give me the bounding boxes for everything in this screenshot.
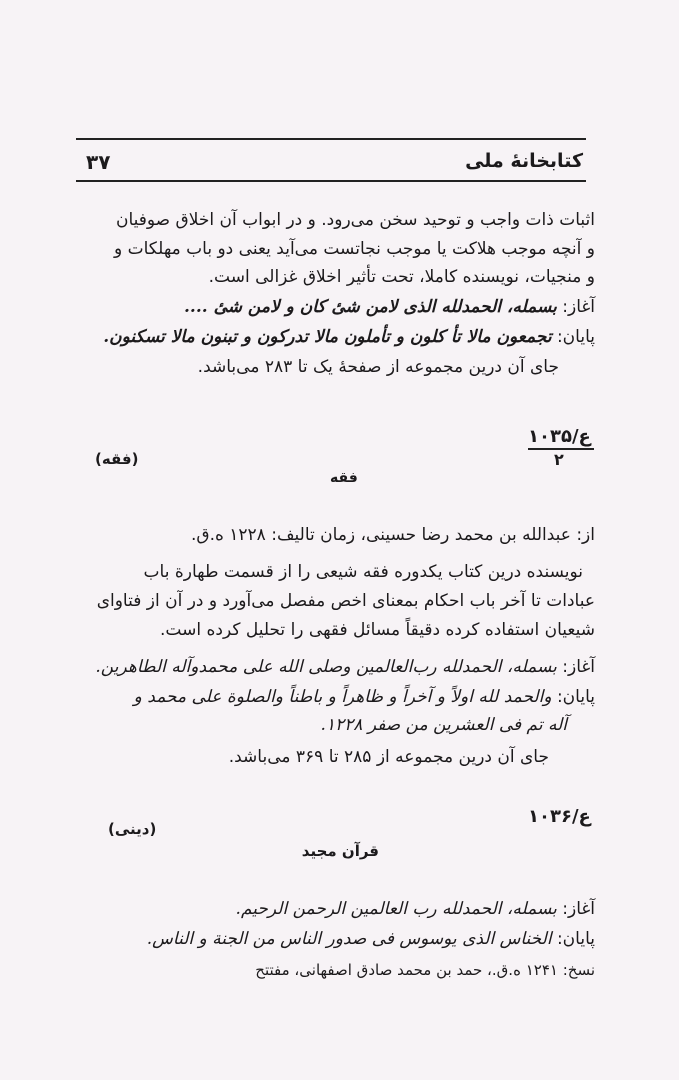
- entry-1-line-2: و آنچه موجب هلاکت یا موجب نجاتست می‌آید یعنی دو باب مهلکات و: [114, 239, 595, 259]
- entry-1-aghaz-label: آغاز:: [562, 297, 595, 317]
- entry-1-payan-label: پایان:: [556, 327, 595, 347]
- entry-2-payan: [134, 686, 595, 708]
- entry-2-location: جای آن درین مجموعه از ۲۸۵ تا ۳۶۹ می‌باشد.: [228, 747, 549, 767]
- entry-3-copy-line: نسخ: ۱۲۴۱ ه.ق.، حمد بن محمد صادق اصفهانی، مفتتح: [255, 961, 595, 979]
- entry-2-author: از: عبدالله بن محمد رضا حسینی، زمان تالیف: ۱۲۲۸ ه.ق.: [190, 525, 595, 545]
- entry-2-aghaz-text: بسمله، الحمدلله رب‌العالمین وصلی الله علی محمدوآله الطاهرین.: [95, 657, 557, 677]
- entry-1-aghaz: [184, 296, 595, 318]
- entry-2-number: ۱۰۳۵/ع: [528, 426, 591, 447]
- entry-2-payan-text: والحمد لله اولاً و آخراً و ظاهراً و باطناً والصلوة علی محمد و: [133, 687, 552, 707]
- entry-3-aghaz-label: آغاز:: [562, 899, 595, 919]
- entry-2-aghaz-label: آغاز:: [562, 657, 595, 677]
- entry-1-line-1: اثبات ذات واجب و توحید سخن می‌رود. و در ابواب آن اخلاق صوفیان: [115, 210, 595, 230]
- entry-3-payan: [147, 928, 595, 950]
- page-number: ۳۷: [86, 150, 111, 174]
- entry-3-number: ۱۰۳۶/ع: [528, 806, 591, 827]
- entry-2-payan-label: پایان:: [556, 687, 595, 707]
- entry-2-desc-1: نویسنده درین کتاب یکدوره فقه شیعی را از قسمت طهارة باب: [143, 562, 583, 582]
- entry-1-location: جای آن درین مجموعه از صفحهٔ یک تا ۲۸۳ می‌باشد.: [197, 357, 559, 377]
- entry-2-title: فقه: [330, 470, 358, 486]
- entry-2-desc-3: شیعیان استفاده کرده دقیقاً مسائل فقهی را تحلیل کرده است.: [160, 620, 595, 640]
- entry-3-category: (دینی): [108, 820, 157, 838]
- entry-2-aghaz: [95, 656, 595, 678]
- entry-1-payan-text: تجمعون مالا تأ کلون و تأملون مالا تدرکون و تبنون مالا تسکنون.: [103, 327, 552, 347]
- entry-3-payan-text: الخناس الذی یوسوس فی صدور الناس من الجنة و الناس.: [146, 929, 552, 949]
- entry-3-payan-label: پایان:: [556, 929, 595, 949]
- running-title: کتابخانهٔ ملی: [465, 150, 583, 172]
- entry-3-aghaz-text: بسمله، الحمدلله رب العالمین الرحمن الرحیم.: [235, 899, 557, 919]
- entry-2-payan-text-2: آله تم فی العشرین من صفر ۱۲۲۸.: [320, 715, 567, 735]
- entry-1-payan: [103, 326, 595, 348]
- entry-2-number-bottom: ۲: [554, 450, 564, 469]
- entry-3-title: قرآن مجید: [301, 842, 379, 860]
- entry-3-aghaz: [236, 898, 595, 920]
- entry-1-line-3: و منجیات، نویسنده کاملا، تحت تأثیر اخلاق غزالی است.: [208, 267, 595, 287]
- header-rule-bottom: [76, 180, 586, 182]
- entry-1-aghaz-text: بسمله، الحمدلله الذی لامن شیٔ کان و لامن شیٔ ....: [184, 297, 557, 317]
- entry-2-category: (فقه): [95, 450, 139, 468]
- entry-2-desc-2: عبادات تا آخر باب احکام بمعنای اخص مفصل می‌آورد و در آن از فتاوای: [96, 591, 595, 611]
- header-rule-top: [76, 138, 586, 140]
